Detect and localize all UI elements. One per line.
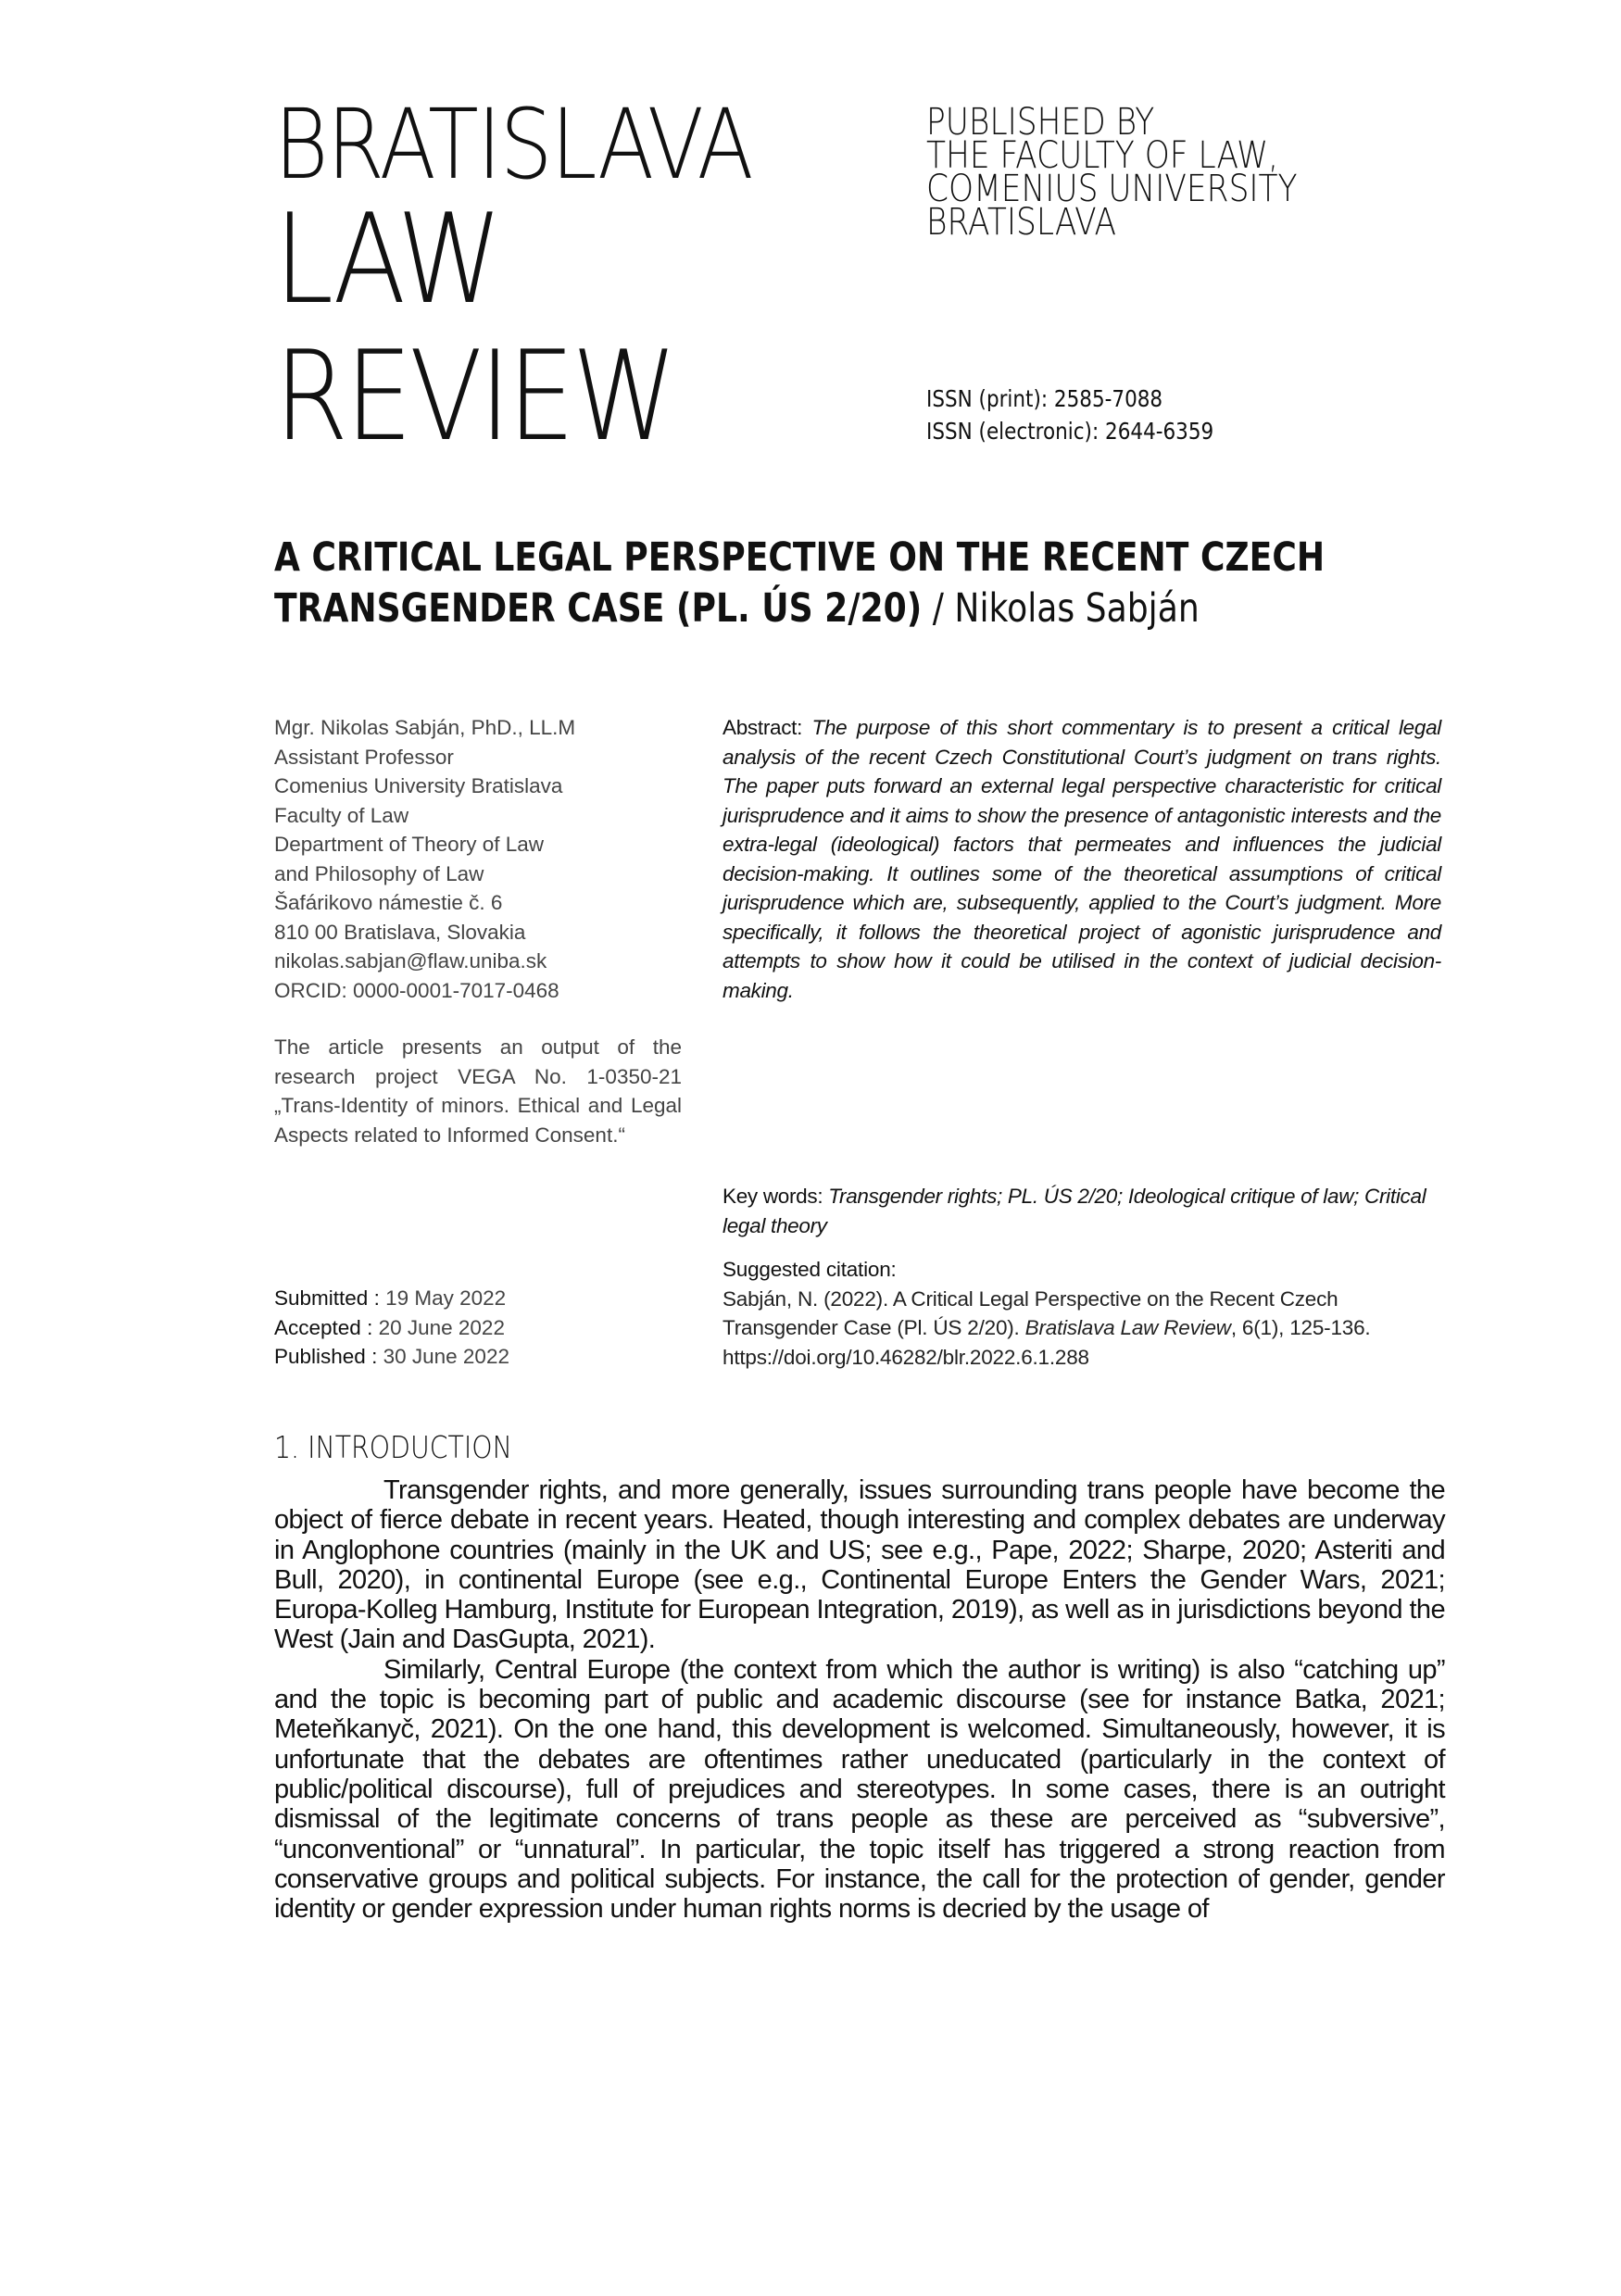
- journal-name-line: LAW: [274, 187, 500, 332]
- submitted-date: 19 May 2022: [385, 1286, 507, 1310]
- submitted-row: [274, 1284, 682, 1313]
- citation-part1: Sabján, N. (2022). A Critical Legal Perspective on the Recent Czech Transgender Case (Pl. ÚS 2/20).: [723, 1286, 1338, 1339]
- issn-block: [926, 383, 1213, 447]
- author-university: Comenius University Bratislava: [274, 774, 563, 797]
- title-line-2: [274, 583, 1363, 634]
- submitted-label: Submitted: [274, 1286, 369, 1310]
- journal-masthead: [274, 88, 752, 469]
- accepted-label: Accepted: [274, 1315, 361, 1339]
- author-degree: Mgr. Nikolas Sabján, PhD., LL.M: [274, 716, 576, 739]
- title-author: Nikolas Sabján: [954, 585, 1200, 632]
- author-faculty: Faculty of Law: [274, 803, 409, 827]
- publisher-line: THE FACULTY OF LAW,: [926, 134, 1279, 177]
- abstract: [723, 713, 1441, 1005]
- published-row: [274, 1342, 682, 1372]
- publisher-line: COMENIUS UNIVERSITY: [926, 168, 1298, 210]
- title-line-2-text: TRANSGENDER CASE (PL. ÚS 2/20): [274, 585, 923, 632]
- author-email[interactable]: nikolas.sabjan@flaw.uniba.sk: [274, 949, 547, 972]
- paragraph: Similarly, Central Europe (the context from which the author is writing) is also “catching up” and the topic is becoming part of public and academic discourse (see for instance Batka, 2021; Meteňkanyč, 2021). On the one hand, this development is welcomed. Simultaneously, however, it is unfortunate that the debates are oftentimes rather uneducated (particularly in the context of public/political discourse), full of prejudices and stereotypes. In some cases, there is an outright dismissal of the legitimate concerns of trans people as these are perceived as “subversive”, “unconventional” or “unnatural”. In particular, the topic itself has triggered a strong reaction from conservative groups and political subjects. For instance, the call for the protection of gender, gender identity or gender expression under human rights norms is decried by the usage of: [274, 1654, 1445, 1925]
- citation-text: [723, 1285, 1441, 1373]
- date-separator: :: [368, 1286, 386, 1310]
- paragraph: Transgender rights, and more generally, issues surrounding trans people have become the object of fierce debate in recent years. Heated, though interesting and complex debates are underway in Anglophone countries (mainly in the UK and US; see e.g., Pape, 2022; Sharpe, 2020; Asteriti and Bull, 2020), in continental Europe (see e.g., Continental Europe Enters the Gender Wars, 2021; Europa-Kolleg Hamburg, Institute for European Integration, 2019), as well as in jurisdictions beyond the West (Jain and DasGupta, 2021).: [274, 1475, 1445, 1655]
- publisher-line: PUBLISHED BY: [926, 101, 1155, 144]
- issn-print: ISSN (print): 2585-7088: [926, 385, 1163, 412]
- journal-name-line: BRATISLAVA: [274, 88, 752, 201]
- citation-journal: Bratislava Law Review: [1024, 1316, 1231, 1339]
- author-department: Department of Theory of Law: [274, 833, 544, 856]
- citation-part2[interactable]: , 6(1), 125-136. https://doi.org/10.46282/blr.2022.6.1.288: [723, 1316, 1371, 1369]
- keywords-label: Key words:: [723, 1185, 829, 1208]
- abstract-label: Abstract:: [723, 716, 812, 739]
- title-line-1: A CRITICAL LEGAL PERSPECTIVE ON THE RECENT CZECH: [274, 534, 1326, 581]
- publisher-line: BRATISLAVA: [926, 201, 1117, 244]
- section-heading-introduction: 1. INTRODUCTION: [274, 1429, 512, 1465]
- keywords: [723, 1182, 1441, 1240]
- accepted-row: [274, 1313, 682, 1343]
- publisher-info: [926, 101, 1298, 244]
- journal-name-line: REVIEW: [274, 324, 674, 469]
- abstract-text: The purpose of this short commentary is to present a critical legal analysis of the recent Czech Constitutional Court’s judgment on trans rights. The paper puts forward an external legal perspective characteristic for critical jurisprudence and it aims to show the presence of antagonistic interests and the extra-legal (ideological) factors that permeates and influences the judicial decision-making. It outlines some of the theoretical assumptions of critical jurisprudence which are, subsequently, applied to the Court’s judgment. More specifically, it follows the theoretical project of agonistic jurisprudence and attempts to show how it could be utilised in the context of judicial decision-making.: [723, 716, 1441, 1002]
- author-department-cont: and Philosophy of Law: [274, 861, 484, 885]
- suggested-citation: [723, 1255, 1441, 1372]
- project-note: The article presents an output of the research project VEGA No. 1-0350-21 „Trans-Identity of minors. Ethical and Legal Aspects related to Informed Consent.“: [274, 1035, 682, 1147]
- accepted-date: 20 June 2022: [378, 1315, 505, 1339]
- keywords-text: Transgender rights; PL. ÚS 2/20; Ideological critique of law; Critical legal theory: [723, 1185, 1426, 1237]
- published-date: 30 June 2022: [383, 1345, 509, 1368]
- publication-dates: [274, 1284, 682, 1372]
- author-info: [274, 713, 682, 1149]
- citation-label: Suggested citation:: [723, 1258, 897, 1281]
- published-label: Published: [274, 1345, 366, 1368]
- introduction-body: [274, 1475, 1445, 1924]
- title-separator: /: [922, 585, 955, 632]
- issn-electronic: ISSN (electronic): 2644-6359: [926, 418, 1214, 445]
- article-title: [274, 533, 1363, 634]
- author-position: Assistant Professor: [274, 745, 454, 769]
- author-orcid: ORCID: 0000-0001-7017-0468: [274, 978, 559, 1002]
- abstract-block: [723, 713, 1441, 1005]
- author-street: Šafárikovo námestie č. 6: [274, 891, 503, 914]
- author-city: 810 00 Bratislava, Slovakia: [274, 920, 526, 944]
- date-separator: :: [365, 1345, 383, 1368]
- date-separator: :: [360, 1315, 379, 1339]
